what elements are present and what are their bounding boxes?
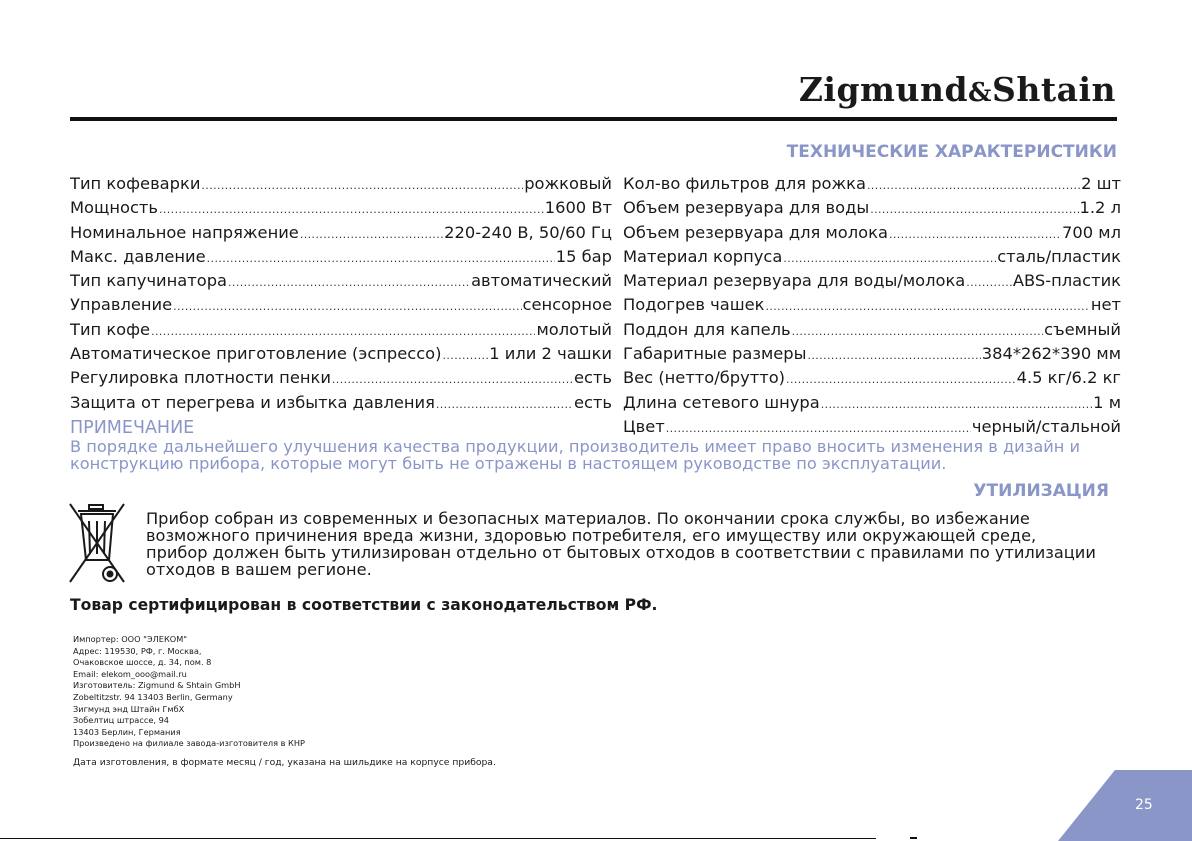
spec-value: 700 мл bbox=[1062, 222, 1121, 242]
spec-key: Кол-во фильтров для рожка bbox=[623, 174, 866, 193]
spec-value: 1 м bbox=[1093, 392, 1121, 412]
spec-leader-dots bbox=[332, 369, 573, 391]
spec-row bbox=[70, 197, 612, 221]
spec-value: 4.5 кг/6.2 кг bbox=[1016, 368, 1121, 388]
spec-value: сенсорное bbox=[522, 295, 612, 315]
spec-leader-dots bbox=[201, 175, 523, 197]
spec-key: Мощность bbox=[70, 198, 158, 218]
page-number: 25 bbox=[1135, 797, 1153, 813]
spec-value: съемный bbox=[1044, 319, 1121, 339]
spec-leader-dots bbox=[300, 224, 443, 246]
spec-key: Управление bbox=[70, 295, 173, 315]
manufacture-date-note: Дата изготовления, в формате месяц / год, указана на шильдике на корпусе прибора. bbox=[73, 757, 496, 768]
spec-row bbox=[70, 343, 612, 367]
spec-leader-dots bbox=[207, 248, 555, 270]
header-rule bbox=[70, 117, 1117, 121]
spec-leader-dots bbox=[870, 199, 1078, 221]
spec-leader-dots bbox=[966, 272, 1012, 294]
page-corner-tab bbox=[1058, 770, 1192, 841]
importer-line: Изготовитель: Zigmund & Shtain GmbH bbox=[73, 680, 241, 691]
spec-leader-dots bbox=[159, 199, 544, 221]
spec-key: Подогрев чашек bbox=[623, 295, 765, 315]
importer-line: Зобелтиц штрассе, 94 bbox=[73, 715, 169, 726]
logo-main: Zigmund bbox=[798, 70, 969, 109]
disposal-title: УТИЛИЗАЦИЯ bbox=[973, 481, 1109, 501]
spec-leader-dots bbox=[783, 248, 996, 270]
logo-tail: Shtain bbox=[992, 70, 1116, 109]
spec-row bbox=[623, 343, 1121, 367]
spec-value: 15 бар bbox=[555, 246, 612, 266]
spec-key: Защита от перегрева и избытка давления bbox=[70, 392, 435, 412]
spec-row bbox=[70, 270, 612, 294]
spec-value: 1600 Вт bbox=[544, 198, 612, 218]
footer-tick bbox=[910, 837, 917, 839]
spec-value: 2 шт bbox=[1081, 174, 1121, 193]
importer-line: Произведено на филиале завода-изготовителя в КНР bbox=[73, 738, 305, 749]
spec-value: 384*262*390 мм bbox=[981, 344, 1121, 364]
spec-value: автоматический bbox=[471, 271, 612, 291]
spec-value: сталь/пластик bbox=[997, 246, 1121, 266]
spec-value: рожковый bbox=[524, 174, 612, 193]
spec-key: Автоматическое приготовление (эспрессо) bbox=[70, 344, 442, 364]
spec-key: Длина сетевого шнура bbox=[623, 392, 820, 412]
spec-row bbox=[70, 246, 612, 270]
spec-value: ABS-пластик bbox=[1012, 271, 1121, 291]
importer-line: Email: elekom_ooo@mail.ru bbox=[73, 668, 187, 679]
certification-statement: Товар сертифицирован в соответствии с законодательством РФ. bbox=[70, 596, 658, 614]
spec-row bbox=[623, 270, 1121, 294]
spec-row bbox=[70, 367, 612, 391]
spec-key: Тип кофе bbox=[70, 319, 151, 339]
importer-line: Очаковское шоссе, д. 34, пом. 8 bbox=[73, 657, 212, 668]
spec-key: Регулировка плотности пенки bbox=[70, 368, 331, 388]
spec-row bbox=[623, 246, 1121, 270]
importer-line: Адрес: 119530, РФ, г. Москва, bbox=[73, 645, 202, 656]
importer-line: Зигмунд энд Штайн ГмбХ bbox=[73, 703, 185, 714]
spec-leader-dots bbox=[173, 296, 521, 318]
spec-leader-dots bbox=[889, 224, 1061, 246]
spec-value: есть bbox=[573, 392, 612, 412]
spec-key: Материал корпуса bbox=[623, 246, 783, 266]
spec-key: Вес (нетто/брутто) bbox=[623, 368, 786, 388]
footer-rule bbox=[0, 838, 876, 839]
spec-leader-dots bbox=[443, 345, 489, 367]
spec-row bbox=[623, 197, 1121, 221]
spec-row bbox=[70, 173, 612, 197]
spec-row bbox=[623, 294, 1121, 318]
spec-value: черный/стальной bbox=[971, 416, 1121, 436]
spec-row bbox=[623, 367, 1121, 391]
spec-leader-dots bbox=[821, 394, 1092, 416]
spec-leader-dots bbox=[436, 394, 573, 416]
spec-key: Материал резервуара для воды/молока bbox=[623, 271, 966, 291]
spec-leader-dots bbox=[786, 369, 1016, 391]
importer-line: Zobeltitzstr. 94 13403 Berlin, Germany bbox=[73, 691, 233, 702]
spec-row bbox=[70, 392, 612, 416]
spec-value: 1 или 2 чашки bbox=[489, 344, 612, 364]
disposal-text: Прибор собран из современных и безопасных материалов. По окончании срока службы, во избежание возможного причинения вреда жизни, здоровью потребителя, его имуществу или окружающей среде, прибор должен быть утилизирован отдельно от бытовых отходов в соответствии с правилами по утилизации отходов в вашем регионе. bbox=[146, 509, 1096, 579]
spec-value: нет bbox=[1090, 295, 1121, 315]
crossed-out-wheelie-bin-icon bbox=[68, 502, 126, 586]
specs-left-column bbox=[70, 173, 612, 416]
spec-row bbox=[623, 222, 1121, 246]
spec-key: Объем резервуара для воды bbox=[623, 198, 870, 218]
note-text: В порядке дальнейшего улучшения качества продукции, производитель имеет право вносить изменения в дизайн и конструкцию прибора, которые могут быть не отражены в настоящем руководстве по эксплуатации. bbox=[70, 437, 1081, 473]
spec-value: есть bbox=[573, 368, 612, 388]
spec-key: Габаритные размеры bbox=[623, 344, 807, 364]
logo-ampersand: & bbox=[968, 78, 993, 108]
importer-line: 13403 Берлин, Германия bbox=[73, 726, 181, 737]
spec-row bbox=[623, 319, 1121, 343]
spec-key: Поддон для капель bbox=[623, 319, 791, 339]
importer-info bbox=[73, 634, 305, 750]
spec-key: Макс. давление bbox=[70, 246, 206, 266]
specs-title: ТЕХНИЧЕСКИЕ ХАРАКТЕРИСТИКИ bbox=[786, 142, 1117, 162]
spec-value: 220-240 В, 50/60 Гц bbox=[444, 222, 612, 242]
spec-leader-dots bbox=[151, 321, 535, 343]
spec-leader-dots bbox=[792, 321, 1044, 343]
specs-right-column bbox=[623, 173, 1121, 440]
brand-logo bbox=[799, 70, 1116, 109]
spec-key: Цвет bbox=[623, 416, 665, 436]
spec-row bbox=[70, 319, 612, 343]
spec-row bbox=[623, 173, 1121, 197]
spec-key: Тип кофеварки bbox=[70, 174, 201, 193]
spec-row bbox=[70, 294, 612, 318]
spec-row bbox=[623, 392, 1121, 416]
spec-leader-dots bbox=[228, 272, 470, 294]
importer-line: Импортер: ООО "ЭЛЕКОМ" bbox=[73, 634, 188, 644]
spec-leader-dots bbox=[807, 345, 980, 367]
spec-row bbox=[70, 222, 612, 246]
note-block bbox=[70, 420, 1130, 472]
note-heading: ПРИМЕЧАНИЕ bbox=[70, 418, 195, 438]
spec-leader-dots bbox=[765, 296, 1089, 318]
spec-key: Номинальное напряжение bbox=[70, 222, 299, 242]
spec-leader-dots bbox=[867, 175, 1080, 197]
spec-key: Тип капучинатора bbox=[70, 271, 228, 291]
spec-value: 1.2 л bbox=[1079, 198, 1121, 218]
spec-key: Объем резервуара для молока bbox=[623, 222, 888, 242]
spec-value: молотый bbox=[536, 319, 612, 339]
